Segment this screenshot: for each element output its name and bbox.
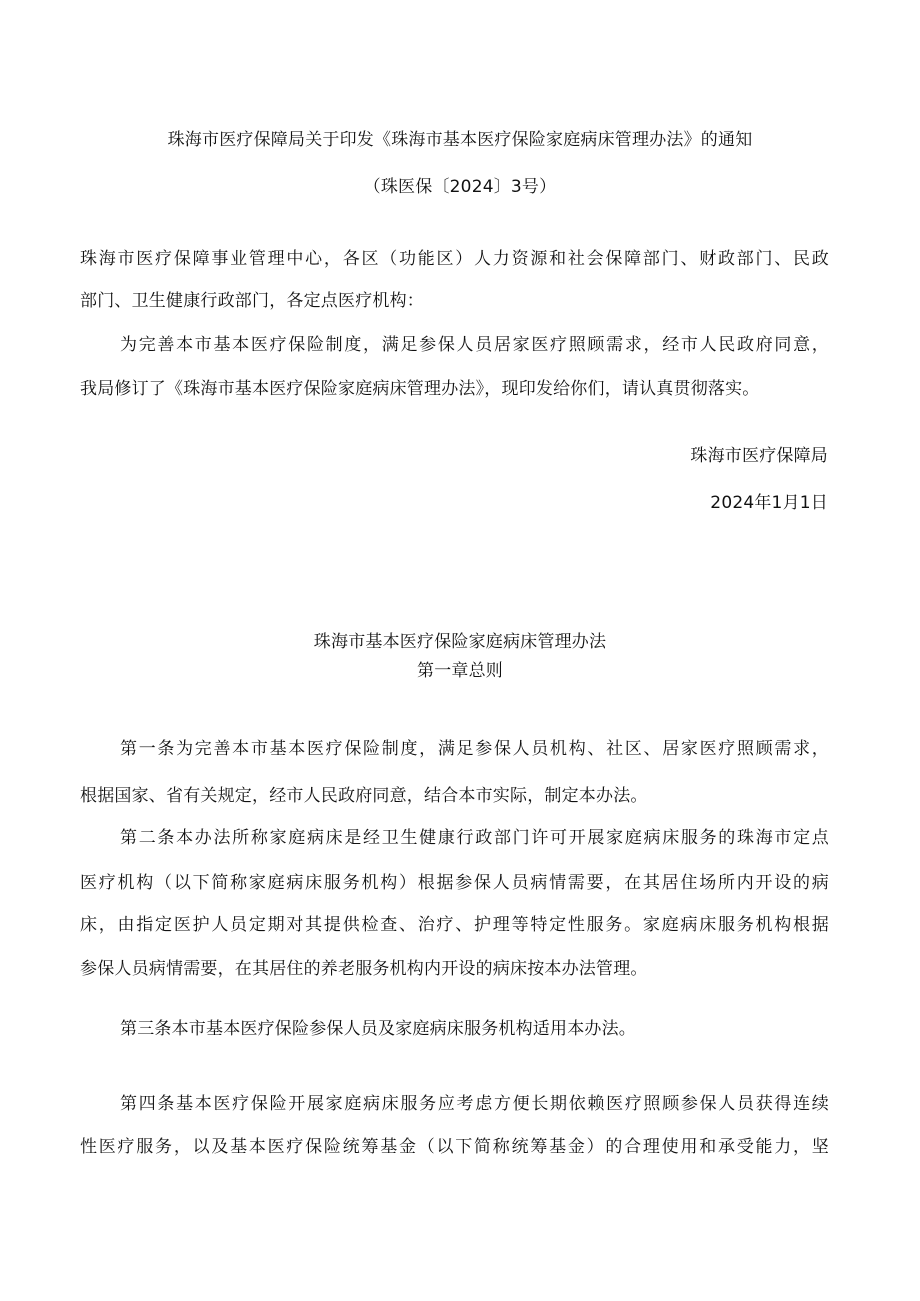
- issuer-signature: 珠海市医疗保障局: [690, 446, 828, 466]
- article-2-line-4: 参保人员病情需要，在其居住的养老服务机构内开设的病床按本办法管理。: [80, 959, 648, 979]
- article-2-line-3: 床，由指定医护人员定期对其提供检查、治疗、护理等特定性服务。家庭病床服务机构根据: [80, 915, 829, 935]
- notice-doc-number: （珠医保〔2024〕3号）: [363, 177, 557, 197]
- notice-body-line-2: 我局修订了《珠海市基本医疗保险家庭病床管理办法》，现印发给你们，请认真贯彻落实。: [80, 379, 760, 399]
- issue-date: 2024年1月1日: [710, 493, 828, 513]
- measures-title: 珠海市基本医疗保险家庭病床管理办法: [313, 632, 607, 652]
- article-1-line-2: 根据国家、省有关规定，经市人民政府同意，结合本市实际，制定本办法。: [80, 786, 648, 806]
- article-2-line-1: 第二条本办法所称家庭病床是经卫生健康行政部门许可开展家庭病床服务的珠海市定点: [120, 828, 829, 848]
- chapter-heading: 第一章总则: [417, 661, 503, 681]
- article-4-line-1: 第四条基本医疗保险开展家庭病床服务应考虑方便长期依赖医疗照顾参保人员获得连续: [120, 1094, 829, 1114]
- recipients-line-2: 部门、卫生健康行政部门，各定点医疗机构：: [80, 291, 424, 311]
- recipients-line-1: 珠海市医疗保障事业管理中心，各区（功能区）人力资源和社会保障部门、财政部门、民政: [80, 249, 829, 269]
- article-3: 第三条本市基本医疗保险参保人员及家庭病床服务机构适用本办法。: [120, 1019, 636, 1039]
- notice-title: 珠海市医疗保障局关于印发《珠海市基本医疗保险家庭病床管理办法》的通知: [167, 130, 753, 150]
- article-4-line-2: 性医疗服务，以及基本医疗保险统筹基金（以下简称统筹基金）的合理使用和承受能力，坚: [80, 1137, 829, 1157]
- article-2-line-2: 医疗机构（以下简称家庭病床服务机构）根据参保人员病情需要，在其居住场所内开设的病: [80, 873, 829, 893]
- notice-body-line-1: 为完善本市基本医疗保险制度，满足参保人员居家医疗照顾需求，经市人民政府同意，: [120, 335, 829, 355]
- article-1-line-1: 第一条为完善本市基本医疗保险制度，满足参保人员机构、社区、居家医疗照顾需求，: [120, 739, 829, 759]
